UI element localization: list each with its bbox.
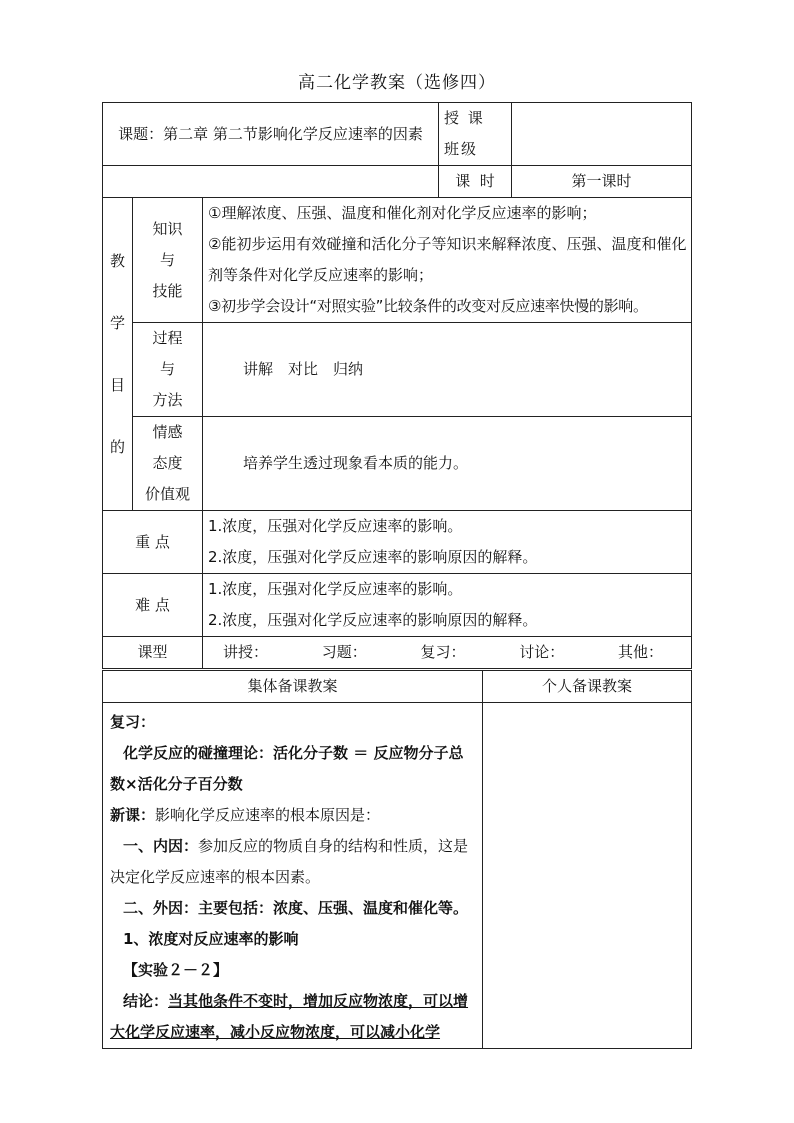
external-factor-label: 二、外因：: [123, 899, 199, 917]
internal-factor-label: 一、内因：: [123, 837, 199, 855]
conclusion: [110, 986, 476, 1048]
emotion-content: 培养学生透过现象看本质的能力。: [203, 417, 692, 511]
class-label: 授 课 班级: [439, 103, 512, 166]
knowledge-label-line: 与: [159, 250, 175, 269]
lesson-plan-table: [102, 670, 692, 1049]
emotion-label-line: 情感: [152, 423, 183, 441]
internal-factor-text: 参加反应的物质自身的结构和性质，这是决定化学反应速率的根本因素。: [110, 837, 469, 886]
difficult-point-line: 1.浓度，压强对化学反应速率的影响。: [208, 580, 463, 598]
topic-cell: [103, 103, 439, 166]
new-lesson-text: 影响化学反应速率的根本原因是：: [155, 806, 381, 824]
lesson-type-option: 其他：: [618, 643, 664, 661]
lesson-type-options: [203, 637, 692, 669]
document-title: 高二化学教案（选修四）: [298, 73, 496, 93]
knowledge-line: ②能初步运用有效碰撞和活化分子等知识来解释浓度、压强、温度和催化剂等条件对化学反应速率的影响；: [208, 235, 687, 284]
lesson-info-table: [102, 102, 692, 669]
key-points-label: 重 点: [103, 511, 203, 574]
group-plan-content: [103, 703, 483, 1049]
knowledge-content: [203, 198, 692, 323]
conclusion-text: 当其他条件不变时，增加反应物浓度，可以增大化学反应速率，减小反应物浓度，可以减小化学: [110, 992, 469, 1041]
lesson-topic: 课题：第二章 第二节影响化学反应速率的因素: [118, 124, 423, 143]
conclusion-label: 结论：: [123, 992, 169, 1010]
process-label-line: 方法: [152, 391, 183, 409]
process-label: [133, 323, 203, 417]
key-point-line: 1.浓度，压强对化学反应速率的影响。: [208, 517, 463, 535]
lesson-type-option: 讲授：: [223, 643, 269, 661]
internal-factor: [110, 831, 476, 893]
personal-plan-header: 个人备课教案: [483, 671, 692, 703]
review-heading: 复习：: [110, 713, 156, 731]
process-content: 讲解 对比 归纳: [203, 323, 692, 417]
group-plan-header: 集体备课教案: [103, 671, 483, 703]
new-lesson-label: 新课：: [110, 806, 156, 824]
experiment-label: 【实验２－２】: [123, 961, 229, 979]
external-factor: [110, 893, 476, 924]
period-value: 第一课时: [512, 166, 692, 198]
objectives-label-char: 教: [109, 252, 125, 270]
objectives-label-char: 的: [109, 438, 125, 456]
difficult-point-line: 2.浓度，压强对化学反应速率的影响原因的解释。: [208, 611, 538, 629]
knowledge-label-line: 技能: [152, 281, 183, 300]
key-point-line: 2.浓度，压强对化学反应速率的影响原因的解释。: [208, 548, 538, 566]
class-value: [512, 103, 692, 166]
key-points-content: [203, 511, 692, 574]
knowledge-label-line: 知识: [152, 219, 183, 238]
review-text: 化学反应的碰撞理论：活化分子数 ＝ 反应物分子总数×活化分子百分数: [110, 744, 464, 793]
lesson-type-option: 讨论：: [519, 643, 565, 661]
objectives-label-char: 目: [109, 376, 125, 394]
lesson-type-label: 课型: [103, 637, 203, 669]
emotion-label-line: 态度: [152, 454, 183, 472]
external-factor-text: 主要包括：浓度、压强、温度和催化等。: [198, 899, 469, 917]
knowledge-line: ①理解浓度、压强、温度和催化剂对化学反应速率的影响；: [208, 204, 597, 222]
objectives-label-char: 学: [109, 314, 125, 332]
objectives-label: [103, 198, 133, 511]
knowledge-line: ③初步学会设计“对照实验”比较条件的改变对反应速率快慢的影响。: [208, 297, 648, 315]
topic-cell-bottom: [103, 166, 439, 198]
new-lesson-line: [110, 800, 476, 831]
personal-plan-content: [483, 703, 692, 1049]
process-label-line: 过程: [152, 329, 183, 347]
process-label-line: 与: [159, 360, 175, 378]
knowledge-label: [133, 198, 203, 323]
difficult-points-label: 难 点: [103, 574, 203, 637]
emotion-label: [133, 417, 203, 511]
lesson-type-option: 复习：: [420, 643, 466, 661]
subsection-heading: 1、浓度对反应速率的影响: [123, 930, 299, 948]
difficult-points-content: [203, 574, 692, 637]
period-label: 课 时: [439, 166, 512, 198]
lesson-type-option: 习题：: [321, 643, 367, 661]
emotion-label-line: 价值观: [144, 485, 190, 503]
